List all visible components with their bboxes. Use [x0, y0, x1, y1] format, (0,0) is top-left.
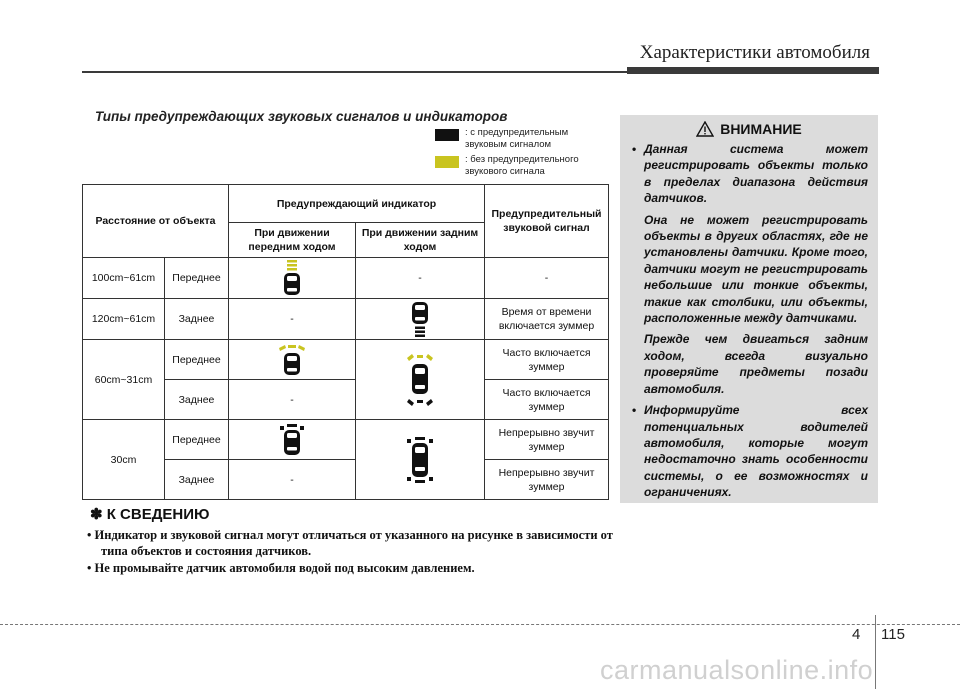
cell-forward-indicator: - [229, 380, 356, 420]
header-reverse: При движении задним ходом [356, 223, 485, 258]
cell-position: Заднее [165, 299, 229, 340]
car-rear-mid-icon [404, 354, 436, 406]
cell-reverse-indicator [356, 299, 485, 340]
cell-reverse-indicator [356, 340, 485, 420]
warning-box [620, 115, 878, 503]
car-front-near-icon [279, 424, 305, 456]
footer-divider [875, 615, 877, 689]
warning-item [630, 141, 868, 397]
header-forward: При движении передним ходом [229, 223, 356, 258]
car-rear-far-icon [409, 301, 431, 337]
warning-triangle-icon [696, 121, 714, 137]
cell-forward-indicator [229, 420, 356, 460]
notice-item: • Индикатор и звуковой сигнал могут отличаться от указанного на рисунке в зависимости от типа объектов и состояния датчиков. [87, 527, 617, 559]
cell-alarm: Непрерывно звучит зуммер [485, 460, 609, 500]
cell-reverse-indicator: - [356, 258, 485, 299]
cell-reverse-indicator [356, 420, 485, 500]
warning-paragraph: Прежде чем двигаться задним ходом, всегда визуально проверяйте предметы позади автомобиля. [644, 332, 868, 396]
warning-title: ВНИМАНИЕ [720, 121, 802, 137]
warning-header [630, 121, 868, 137]
header-alarm: Предупредительный звуковой сигнал [485, 185, 609, 258]
notice-list [87, 527, 617, 577]
legend-no-alarm [435, 154, 607, 178]
cell-distance: 100cm~61cm [83, 258, 165, 299]
cell-alarm: Часто включается зуммер [485, 340, 609, 380]
car-front-mid-icon [277, 344, 307, 376]
notice-title: ✽ К СВЕДЕНИЮ [90, 506, 210, 523]
cell-distance: 60cm~31cm [83, 340, 165, 420]
warning-paragraph: Она не может регистрировать объекты в других областях, где не установлены датчики. Кроме того, датчики могут не регистрировать небольшие или тонкие объекты, такие как столбики, или объекты, расположенные между датчиками. [644, 212, 868, 326]
footer-line [0, 624, 960, 625]
warning-paragraph: • Данная система может регистрировать объекты только в пределах диапазона действия датчиков. [644, 142, 868, 206]
warning-paragraph: • Информируйте всех потенциальных водителей автомобиля, которые могут недостаточно знать особенности системы, о ее возможностях и ограничениях. [644, 403, 868, 500]
cell-distance: 120cm~61cm [83, 299, 165, 340]
cell-alarm: Время от времени включается зуммер [485, 299, 609, 340]
notice-item: • Не промывайте датчик автомобиля водой под высоким давлением. [87, 560, 617, 576]
legend-text-no-alarm: : без предупредительного звукового сигнала [465, 154, 579, 177]
header-distance: Расстояние от объекта [83, 185, 229, 258]
header-rule-thin [82, 71, 627, 73]
page-number: 115 [881, 626, 905, 643]
cell-alarm: Непрерывно звучит зуммер [485, 420, 609, 460]
cell-position: Заднее [165, 380, 229, 420]
sensor-table [82, 184, 609, 500]
cell-position: Переднее [165, 340, 229, 380]
cell-position: Переднее [165, 258, 229, 299]
car-rear-near-icon [405, 437, 435, 483]
chapter-number: 4 [852, 626, 861, 643]
cell-forward-indicator: - [229, 299, 356, 340]
header-rule-thick [627, 67, 879, 74]
legend-swatch-yellow [435, 156, 459, 168]
legend-alarm [435, 127, 607, 151]
cell-forward-indicator: - [229, 460, 356, 500]
cell-alarm: Часто включается зуммер [485, 380, 609, 420]
cell-position: Заднее [165, 460, 229, 500]
header-indicator: Предупреждающий индикатор [229, 185, 485, 223]
cell-position: Переднее [165, 420, 229, 460]
cell-alarm: - [485, 258, 609, 299]
car-front-far-icon [281, 260, 303, 296]
cell-forward-indicator [229, 258, 356, 299]
section-title: Типы предупреждающих звуковых сигналов и индикаторов [95, 109, 508, 124]
cell-forward-indicator [229, 340, 356, 380]
warning-list [630, 141, 868, 501]
legend-swatch-black [435, 129, 459, 141]
warning-item [630, 402, 868, 500]
legend-text-alarm: : с предупредительным звуковым сигналом [465, 127, 569, 150]
cell-distance: 30cm [83, 420, 165, 500]
watermark: carmanualsonline.info [600, 655, 874, 685]
header-title: Характеристики автомобиля [639, 42, 870, 63]
